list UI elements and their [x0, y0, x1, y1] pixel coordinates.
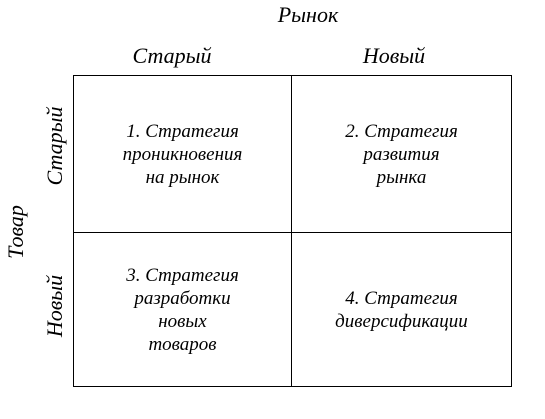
- column-header-old: Старый: [132, 43, 212, 68]
- matrix-cell-diversification: [292, 233, 511, 386]
- cell-line: новых: [158, 310, 207, 332]
- cell-line: 4. Стратегия: [345, 287, 458, 309]
- cell-text: [123, 120, 243, 189]
- ansoff-matrix: [73, 75, 512, 387]
- market-axis-title: Рынок: [277, 2, 339, 27]
- cell-line: на рынок: [145, 166, 220, 188]
- cell-line: проникновения: [122, 143, 243, 165]
- cell-line: 1. Стратегия: [126, 120, 239, 142]
- cell-line: диверсификации: [335, 310, 468, 332]
- column-header-new: Новый: [362, 43, 426, 68]
- product-axis-title: Товар: [3, 205, 28, 259]
- matrix-cell-market-development: [292, 76, 511, 233]
- cell-line: рынка: [376, 166, 427, 188]
- matrix-cell-product-development: [74, 233, 292, 386]
- cell-text: [126, 264, 239, 356]
- cell-line: 2. Стратегия: [345, 120, 458, 142]
- row-header-old: Старый: [42, 106, 67, 186]
- row-header-new: Новый: [42, 274, 67, 338]
- cell-line: 3. Стратегия: [126, 264, 239, 286]
- cell-text: [335, 287, 468, 333]
- cell-line: товаров: [148, 333, 217, 355]
- matrix-cell-market-penetration: [74, 76, 292, 233]
- cell-line: развития: [363, 143, 440, 165]
- cell-text: [345, 120, 458, 189]
- cell-line: разработки: [134, 287, 231, 309]
